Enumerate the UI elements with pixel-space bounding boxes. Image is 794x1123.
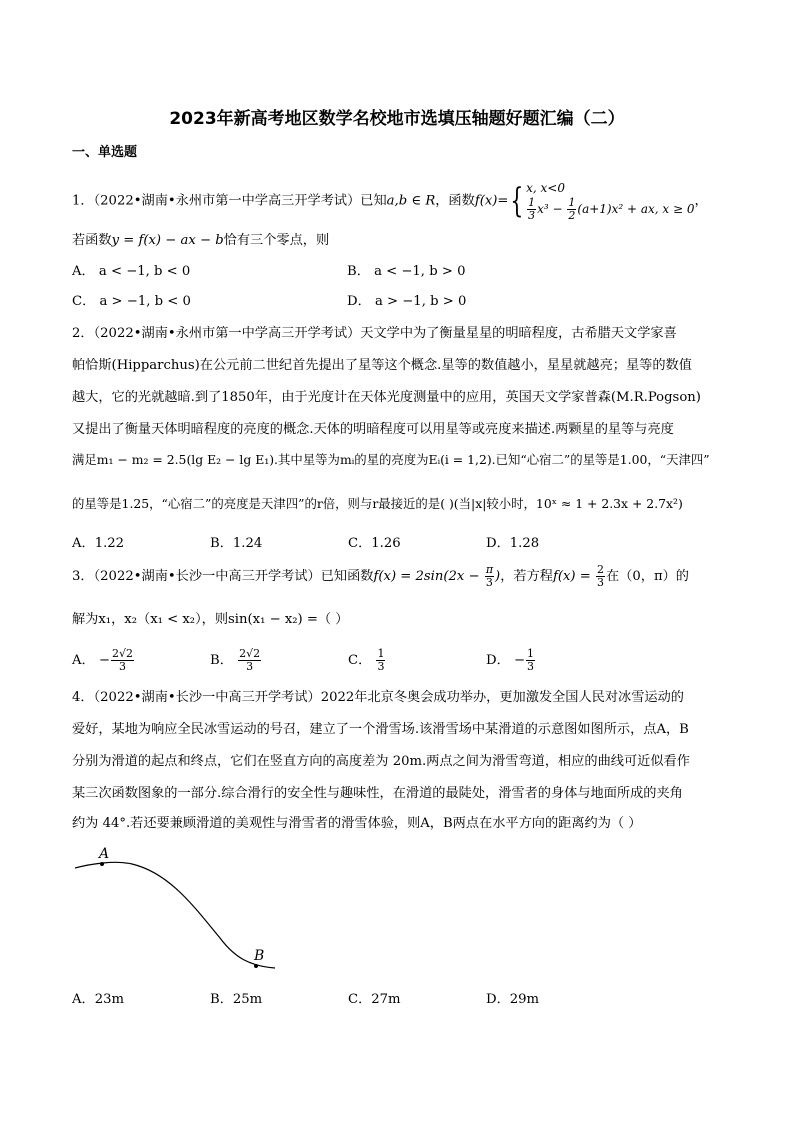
point-b-label: B: [254, 948, 265, 964]
page-title: 2023年新高考地区数学名校地市选填压轴题好题汇编（二）: [169, 109, 625, 129]
q4-option-b: B．25m: [210, 992, 263, 1007]
q1-lead: 1．（2022•湖南•永州市第一中学高三开学考试）已知: [72, 193, 387, 209]
point-a-dot: [100, 862, 104, 866]
q1-line2: 若函数y = f(x) − ax − b恰有三个零点，则: [72, 233, 330, 248]
q1-option-d: D． a > −1, b > 0: [347, 294, 467, 309]
q1-cases: x, x<0 $\frac{1}{3}$ x³ − $\frac{1}{2}$ (a+1)x² + ax, x ≥ 0: [526, 181, 695, 222]
q3-line2: 解为x₁，x₂（x₁ < x₂），则sin(x₁ − x₂) =（ ）: [72, 612, 349, 627]
q1-vars: a,b ∈ R: [386, 193, 436, 209]
q1-brace: {: [510, 181, 524, 221]
q2-line1: 2．（2022•湖南•永州市第一中学高三开学考试）天文学中为了衡量星星的明暗程度，古希腊天文学家喜: [72, 326, 677, 341]
q2-option-d: D．1.28: [486, 536, 540, 551]
q2-line2: 帕恰斯(Hipparchus)在公元前二世纪首先提出了星等这个概念.星等的数值越小，星星就越亮；星等的数值: [72, 358, 692, 373]
q2-line4: 又提出了衡量天体明暗程度的亮度的概念.天体的明暗程度可以用星等或亮度来描述.两颗星的星等与亮度: [72, 422, 674, 437]
q4-line4: 某三次函数图象的一部分.综合滑行的安全性与趣味性，在滑道的最陡处，滑雪者的身体与地面所成的夹角: [72, 786, 683, 801]
q1-mid: ，函数: [435, 193, 475, 209]
q2-line6: 的星等是1.25，“心宿二”的亮度是天津四”的r倍，则与r最接近的是( )(当|x|较小时，10ˣ ≈ 1 + 2.3x + 2.7x²): [72, 496, 683, 511]
q3-option-a: A． − $\frac{2√2}{3}$: [72, 647, 133, 673]
q1-option-a: A． a < −1, b < 0: [72, 264, 191, 279]
q3-option-c: C． $\frac{1}{3}$: [348, 647, 385, 673]
q2-line5: 满足m₁ − m₂ = 2.5(lg E₂ − lg E₁).其中星等为mᵢ的星的亮度为Eᵢ(i = 1,2).已知“心宿二”的星等是1.00，“天津四”: [72, 452, 710, 467]
q4-option-d: D．29m: [486, 992, 540, 1007]
slope-curve: [75, 862, 275, 968]
q4-line1: 4．（2022•湖南•长沙一中高三开学考试）2022年北京冬奥会成功举办，更加激发全国人民对冰雪运动的: [72, 690, 684, 705]
q2-option-b: B．1.24: [210, 536, 263, 551]
q4-line2: 爱好，某地为响应全民冰雪运动的号召，建立了一个滑雪场.该滑雪场中某滑道的示意图如图所示，点A，B: [72, 722, 689, 737]
point-a-label: A: [99, 846, 110, 862]
q3-option-b: B． $\frac{2√2}{3}$: [210, 647, 261, 673]
q3-option-d: D． − $\frac{1}{3}$: [486, 647, 535, 673]
q4-line3: 分别为滑道的起点和终点，它们在竖直方向的高度差为 20m.两点之间为滑雪弯道，相应的曲线可近似看作: [72, 754, 690, 769]
ski-slope-figure: [70, 838, 290, 973]
q2-line3: 越大，它的光就越暗.到了1850年，由于光度计在天体光度测量中的应用，英国天文学家普森(M.R.Pogson): [72, 390, 701, 405]
q1-fx: f(x)=: [474, 193, 509, 209]
q4-line5: 约为 44°.若还要兼顾滑道的美观性与滑雪者的滑雪体验，则A，B两点在水平方向的距离约为（ ）: [72, 816, 642, 831]
q2-option-a: A．1.22: [72, 536, 125, 551]
section-heading: 一、单选题: [72, 145, 138, 160]
q1-option-c: C． a > −1, b < 0: [72, 294, 191, 309]
q4-option-a: A．23m: [72, 992, 124, 1007]
q4-option-c: C．27m: [348, 992, 401, 1007]
q3-line1: 3．（2022•湖南•长沙一中高三开学考试）已知函数f(x) = 2sin(2x − $\frac{\pi}{3}$ )，若方程f(x) = $\frac{2}{3}$ 在（0，π）的: [72, 563, 689, 589]
q1-option-b: B． a < −1, b > 0: [347, 264, 466, 279]
point-b-dot: [254, 964, 258, 968]
q2-option-c: C．1.26: [348, 536, 401, 551]
q1-line1: 1．（2022•湖南•永州市第一中学高三开学考试）已知a,b ∈ R，函数f(x)={ x, x<0 $\frac{1}{3}$ x³ − $\frac{1}{2}$ (a+1)x² + ax, x ≥ 0 ，: [72, 181, 708, 222]
